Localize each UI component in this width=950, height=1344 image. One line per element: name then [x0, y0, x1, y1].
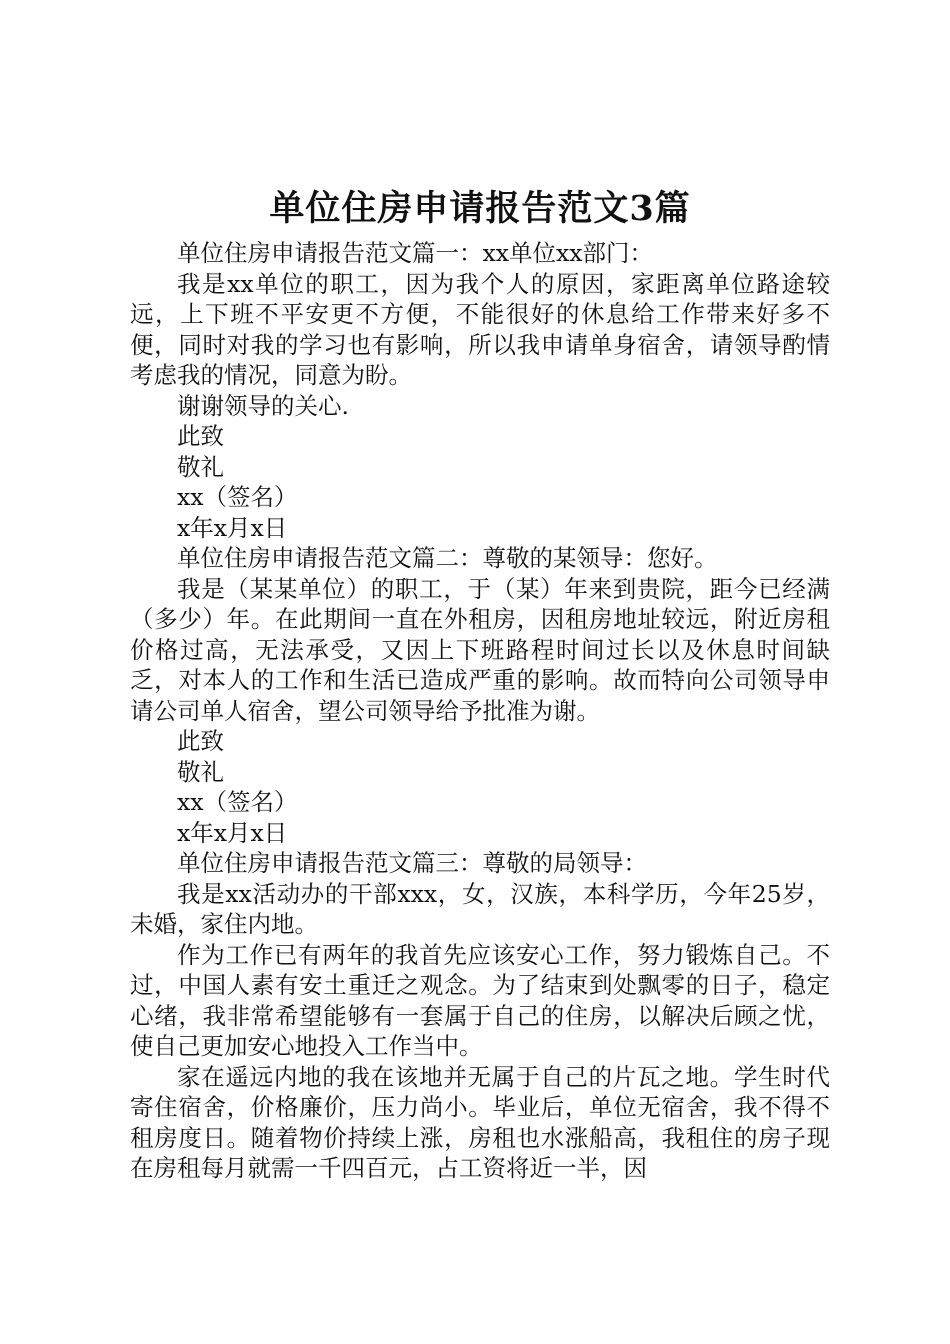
document-page: [130, 182, 830, 1184]
paragraph: 我是xx活动办的干部xxx，女，汉族，本科学历，今年25岁，未婚，家住内地。: [130, 879, 830, 938]
paragraph: 我是xx单位的职工，因为我个人的原因，家距离单位路途较远，上下班不平安更不方便，不能很好的休息给工作带来好多不便，同时对我的学习也有影响，所以我申请单身宿舍，请领导酌情考虑我的情况，同意为盼。: [130, 269, 830, 389]
signature-line: xx（签名）: [177, 788, 298, 816]
closing-line: 敬礼: [177, 452, 224, 481]
paragraph: 单位住房申请报告范文篇二：尊敬的某领导：您好。: [177, 544, 718, 572]
closing-line: 此致: [177, 727, 224, 755]
paragraph: 作为工作已有两年的我首先应该安心工作，努力锻炼自己。不过，中国人素有安土重迁之观念。为了结束到处飘零的日子，稳定心绪，我非常希望能够有一套属于自己的住房，以解决后顾之忧，使自己更加安心地投入工作当中。: [130, 940, 830, 1060]
document-body: [130, 238, 830, 1184]
paragraph: 单位住房申请报告范文篇三：尊敬的局领导：: [177, 849, 647, 877]
paragraph: 谢谢领导的关心.: [177, 391, 349, 420]
date-line: x年x月x日: [177, 818, 288, 847]
signature-line: xx（签名）: [177, 483, 298, 511]
date-line: x年x月x日: [177, 513, 288, 542]
paragraph: 家在遥远内地的我在该地并无属于自己的片瓦之地。学生时代寄住宿舍，价格廉价，压力尚小。毕业后，单位无宿舍，我不得不租房度日。随着物价持续上涨，房租也水涨船高，我租住的房子现在房租每月就需一千四百元，占工资将近一半，因: [130, 1062, 830, 1182]
document-title: 单位住房申请报告范文3篇: [269, 188, 691, 229]
closing-line: 敬礼: [177, 757, 224, 786]
paragraph: 单位住房申请报告范文篇一：xx单位xx部门：: [177, 239, 654, 267]
closing-line: 此致: [177, 422, 224, 450]
paragraph: 我是（某某单位）的职工，于（某）年来到贵院，距今已经满（多少）年。在此期间一直在外租房，因租房地址较远，附近房租价格过高，无法承受，又因上下班路程时间过长以及休息时间缺乏，对本人的工作和生活已造成严重的影响。故而特向公司领导申请公司单人宿舍，望公司领导给予批准为谢。: [130, 574, 830, 725]
